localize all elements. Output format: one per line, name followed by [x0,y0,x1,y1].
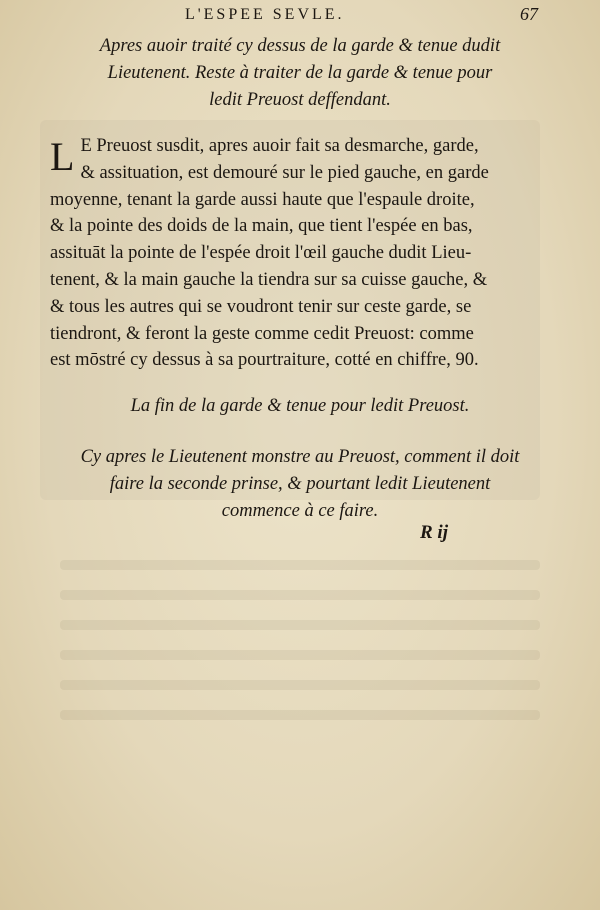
body-line: est mōstré cy dessus à sa pourtraiture, cotté en chiffre, 90. [50,350,479,371]
bleed-through [60,560,540,570]
page-number: 67 [520,4,538,24]
body-line: E Preuost susdit, apres auoir fait sa desmarche, garde, [80,136,479,156]
next-line: faire la seconde prinse, & pourtant ledit Lieutenent [109,473,491,494]
intro-heading [50,34,550,114]
bleed-through [60,680,540,690]
next-line: Cy apres le Lieutenent monstre au Preuost, comment il doit [80,447,520,467]
next-line: commence à ce faire. [221,500,379,521]
drop-cap: L [50,134,75,179]
body-line: tenent, & la main gauche la tiendra sur sa cuisse gauche, & [50,269,488,290]
body-line: tiendront, & feront la geste comme cedit Preuost: comme [50,323,474,344]
bleed-through [60,710,540,720]
running-head [0,4,600,30]
body-line: & assituation, est demouré sur le pied gauche, en garde [80,162,489,183]
running-title: L'ESPEE SEVLE. [185,6,345,23]
finis-line: La fin de la garde & tenue pour ledit Preuost. [130,396,470,416]
bleed-through [60,590,540,600]
intro-line: ledit Preuost deffendant. [209,89,391,110]
intro-line: Apres auoir traité cy dessus de la garde & tenue dudit [99,36,501,56]
signature-mark: R ij [420,522,448,543]
body-line: assituāt la pointe de l'espée droit l'œil gauche dudit Lieu- [50,243,472,264]
intro-line: Lieutenent. Reste à traiter de la garde & tenue pour [107,62,493,83]
next-section-heading [50,445,550,525]
bleed-through [60,620,540,630]
body-line: & tous les autres qui se voudront tenir sur ceste garde, se [50,296,472,317]
bleed-through [60,650,540,660]
body-paragraph [50,133,542,374]
body-line: moyenne, tenant la garde aussi haute que l'espaule droite, [50,189,475,210]
body-line: & la pointe des doids de la main, que tient l'espée en bas, [50,216,473,237]
